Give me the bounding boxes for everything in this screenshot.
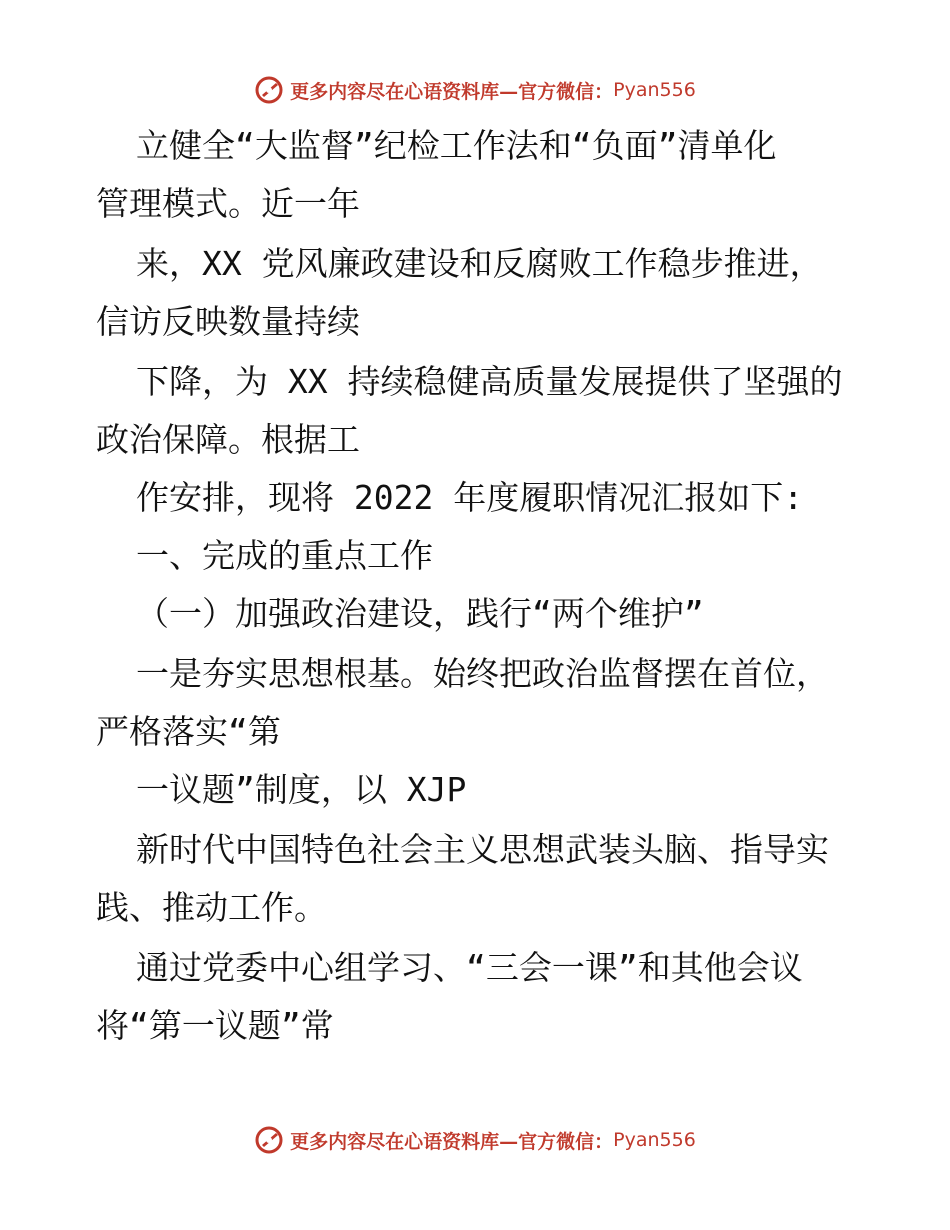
text-line: 管理模式。近一年: [96, 184, 360, 223]
subsection-heading: （一）加强政治建设，践行“两个维护”: [136, 594, 704, 633]
text-line: 作安排，现将 2022 年度履职情况汇报如下:: [136, 478, 804, 517]
text-line: 将“第一议题”常: [96, 1006, 334, 1045]
banner-wechat-id: Pyan556: [613, 79, 696, 101]
text-line: 来，XX 党风廉政建设和反腐败工作稳步推进，: [136, 244, 823, 283]
watermark-banner-bottom: [0, 1120, 950, 1160]
text-line: 一是夯实思想根基。始终把政治监督摆在首位，: [136, 654, 829, 693]
brand-logo-icon: [254, 75, 284, 105]
section-heading: 一、完成的重点工作: [136, 536, 433, 575]
text-line: 信访反映数量持续: [96, 302, 360, 341]
brand-logo-icon: [254, 1125, 284, 1155]
text-line: 新时代中国特色社会主义思想武装头脑、指导实: [136, 830, 829, 869]
text-line: 一议题”制度，以 XJP: [136, 770, 467, 809]
text-line: 政治保障。根据工: [96, 420, 360, 459]
text-line: 践、推动工作。: [96, 888, 327, 927]
banner-text: 更多内容尽在心语资料库—官方微信：: [290, 1130, 614, 1153]
text-line: 立健全“大监督”纪检工作法和“负面”清单化: [136, 126, 777, 165]
text-line: 通过党委中心组学习、“三会一课”和其他会议: [136, 948, 803, 987]
text-line: 下降，为 XX 持续稳健高质量发展提供了坚强的: [136, 362, 843, 401]
banner-wechat-id: Pyan556: [613, 1129, 696, 1151]
text-line: 严格落实“第: [96, 712, 281, 751]
banner-text: 更多内容尽在心语资料库—官方微信：: [290, 80, 614, 103]
watermark-banner-top: [0, 70, 950, 110]
